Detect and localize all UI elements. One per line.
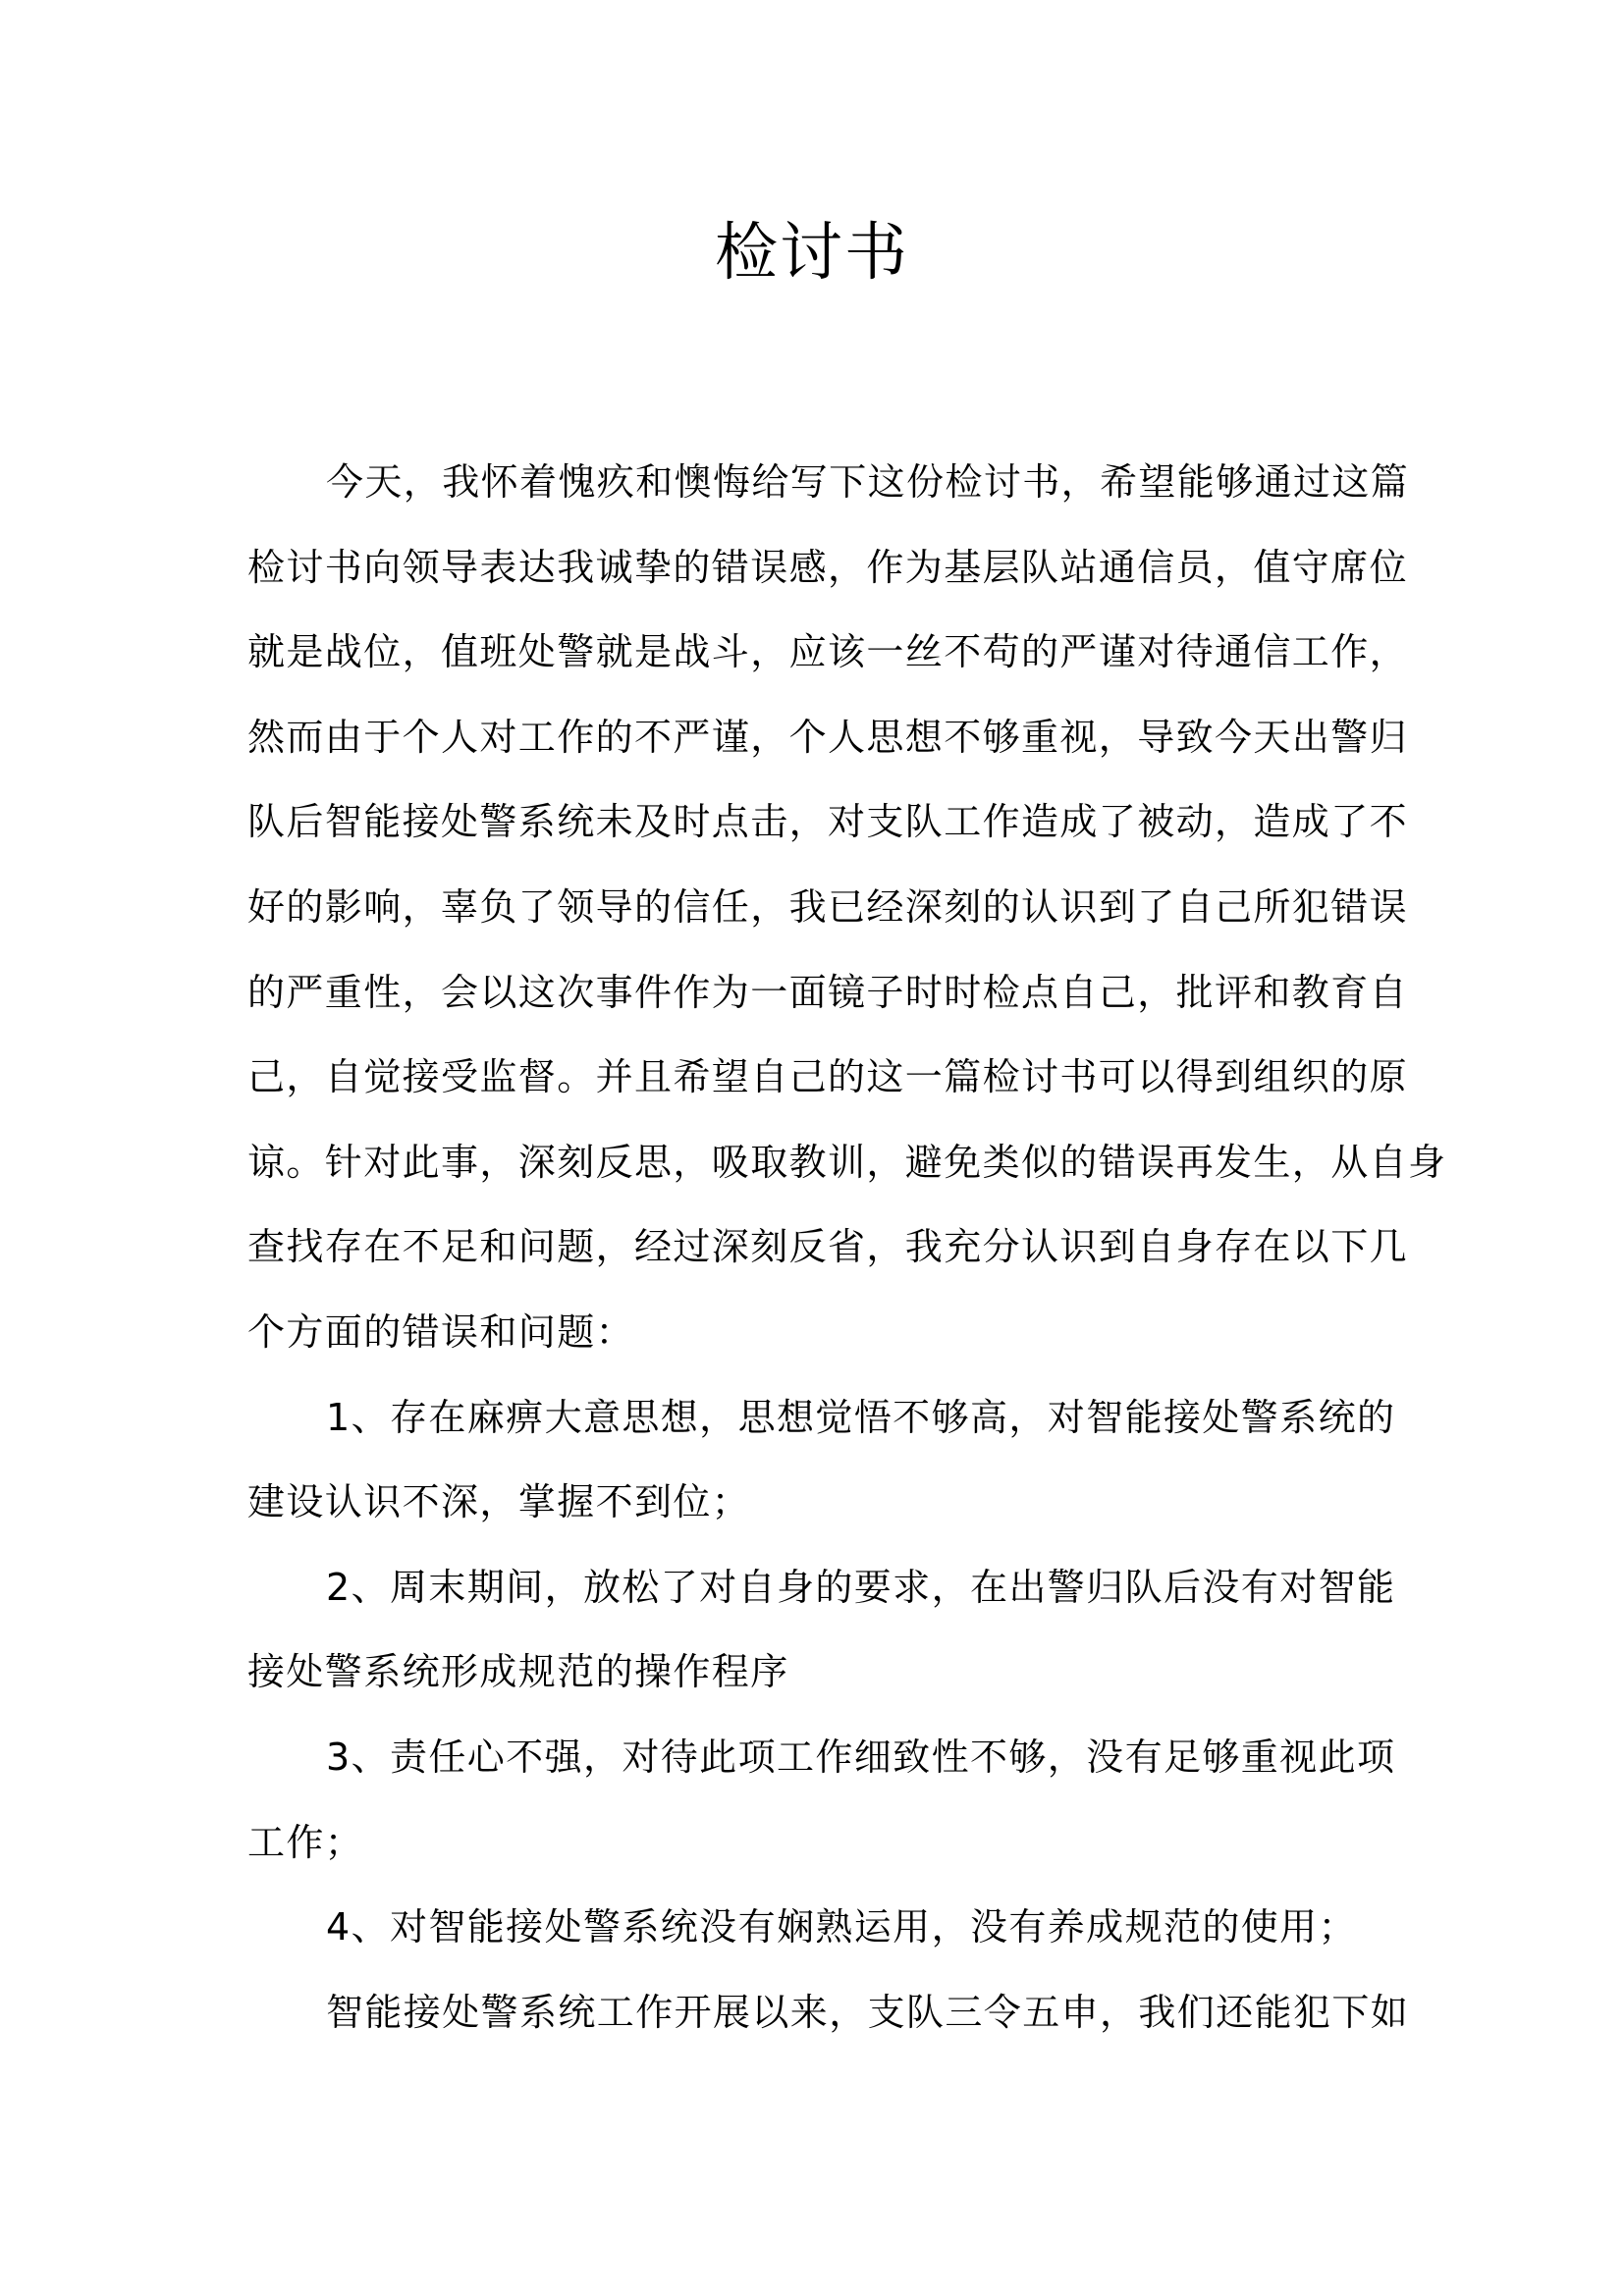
list-item-2: 2、周末期间，放松了对自身的要求，在出警归队后没有对智能	[326, 1565, 1396, 1609]
body-line: 己，自觉接受监督。并且希望自己的这一篇检讨书可以得到组织的原	[247, 1055, 1409, 1099]
list-item-3: 3、责任心不强，对待此项工作细致性不够，没有足够重视此项	[326, 1735, 1396, 1779]
body-line: 智能接处警系统工作开展以来，支队三令五申，我们还能犯下如	[326, 1990, 1410, 2034]
body-line: 谅。针对此事，深刻反思，吸取教训，避免类似的错误再发生，从自身	[247, 1140, 1447, 1184]
list-item-2-cont: 接处警系统形成规范的操作程序	[247, 1650, 789, 1694]
body-line: 然而由于个人对工作的不严谨，个人思想不够重视，导致今天出警归	[247, 715, 1409, 759]
list-item-1: 1、存在麻痹大意思想，思想觉悟不够高，对智能接处警系统的	[326, 1395, 1396, 1439]
body-line: 今天，我怀着愧疚和懊悔给写下这份检讨书，希望能够通过这篇	[326, 460, 1410, 504]
document-body	[247, 440, 1447, 2055]
body-line: 查找存在不足和问题，经过深刻反省，我充分认识到自身存在以下几	[247, 1225, 1409, 1269]
body-line: 队后智能接处警系统未及时点击，对支队工作造成了被动，造成了不	[247, 800, 1409, 844]
list-item-4: 4、对智能接处警系统没有娴熟运用，没有养成规范的使用；	[326, 1905, 1357, 1949]
list-item-3-cont: 工作；	[247, 1820, 364, 1864]
body-line: 的严重性，会以这次事件作为一面镜子时时检点自己，批评和教育自	[247, 970, 1409, 1014]
document-title: 检讨书	[715, 217, 909, 290]
body-line: 好的影响，辜负了领导的信任，我已经深刻的认识到了自己所犯错误	[247, 884, 1409, 929]
list-item-1-cont: 建设认识不深，掌握不到位；	[247, 1480, 751, 1524]
body-line: 个方面的错误和问题：	[247, 1309, 635, 1354]
body-line: 就是战位，值班处警就是战斗，应该一丝不苟的严谨对待通信工作，	[247, 630, 1409, 674]
body-line: 检讨书向领导表达我诚挚的错误感，作为基层队站通信员，值守席位	[247, 545, 1409, 589]
